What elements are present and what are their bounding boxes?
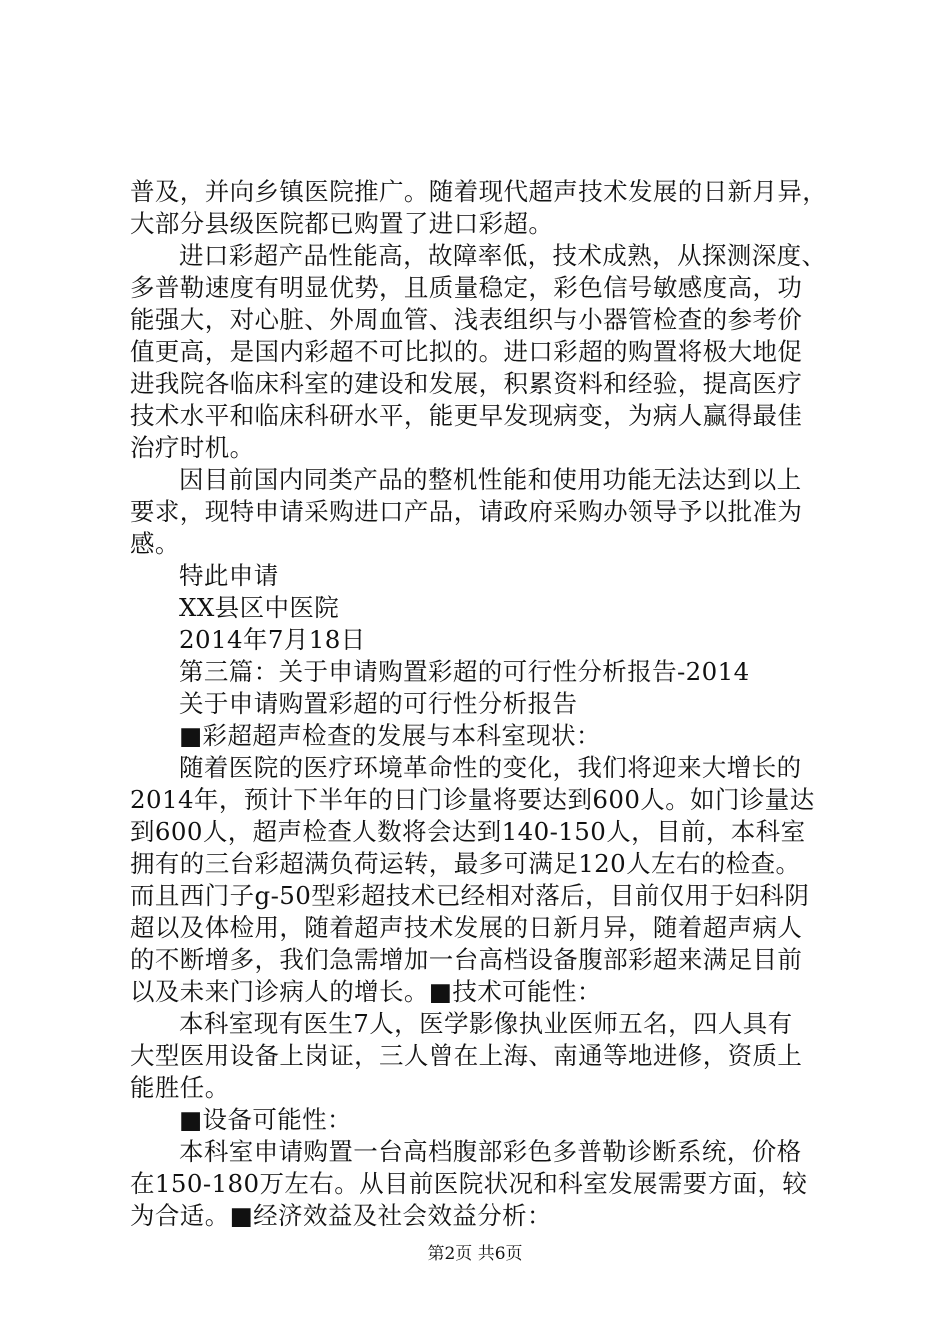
text-line: 要求，现特申请采购进口产品，请政府采购办领导予以批准为	[130, 497, 803, 526]
text-line: 特此申请	[179, 561, 279, 590]
text-line: 在150-180万左右。从目前医院状况和科室发展需要方面，较	[130, 1169, 808, 1198]
text-line: 进我院各临床科室的建设和发展，积累资料和经验，提高医疗	[130, 369, 803, 398]
text-line: 超以及体检用，随着超声技术发展的日新月异，随着超声病人	[130, 913, 803, 942]
text-line: 感。	[130, 529, 180, 558]
text-line: 2014年，预计下半年的日门诊量将要达到600人。如门诊量达	[130, 785, 815, 814]
text-line: 进口彩超产品性能高，故障率低，技术成熟，从探测深度、	[179, 241, 827, 270]
text-line: 多普勒速度有明显优势，且质量稳定，彩色信号敏感度高，功	[130, 273, 803, 302]
text-line: 本科室现有医生7人，医学影像执业医师五名，四人具有	[179, 1009, 793, 1038]
text-line: 因目前国内同类产品的整机性能和使用功能无法达到以上	[179, 465, 802, 494]
document-body	[130, 176, 830, 1232]
text-line: 到600人，超声检查人数将会达到140-150人，目前，本科室	[130, 817, 806, 846]
text-line: 大型医用设备上岗证，三人曾在上海、南通等地进修，资质上	[130, 1041, 803, 1070]
text-line: 随着医院的医疗环境革命性的变化，我们将迎来大增长的	[179, 753, 802, 782]
text-line: 值更高，是国内彩超不可比拟的。进口彩超的购置将极大地促	[130, 337, 803, 366]
text-line: 而且西门子g-50型彩超技术已经相对落后，目前仅用于妇科阴	[130, 881, 810, 910]
text-line: XX县区中医院	[179, 593, 340, 622]
document-lines	[130, 176, 830, 1232]
text-line: 以及未来门诊病人的增长。■技术可能性：	[130, 977, 602, 1006]
text-line: 为合适。■经济效益及社会效益分析：	[130, 1201, 552, 1230]
text-line: 能强大，对心脏、外周血管、浅表组织与小器管检查的参考价	[130, 305, 803, 334]
text-line: 治疗时机。	[130, 433, 255, 462]
text-line: 的不断增多，我们急需增加一台高档设备腹部彩超来满足目前	[130, 945, 803, 974]
page-footer: 第2页 共6页	[427, 1244, 523, 1264]
text-line: 拥有的三台彩超满负荷运转，最多可满足120人左右的检查。	[130, 849, 801, 878]
text-line: 技术水平和临床科研水平，能更早发现病变，为病人赢得最佳	[130, 401, 803, 430]
text-line: ■彩超超声检查的发展与本科室现状：	[179, 721, 601, 750]
text-line: 普及，并向乡镇医院推广。随着现代超声技术发展的日新月异，	[130, 177, 828, 206]
text-line: 2014年7月18日	[179, 625, 366, 654]
text-line: 能胜任。	[130, 1073, 230, 1102]
text-line: ■设备可能性：	[179, 1105, 352, 1134]
text-line: 第三篇：关于申请购置彩超的可行性分析报告-2014	[179, 657, 750, 686]
text-line: 本科室申请购置一台高档腹部彩色多普勒诊断系统，价格	[179, 1137, 802, 1166]
text-line: 关于申请购置彩超的可行性分析报告	[179, 689, 578, 718]
text-line: 大部分县级医院都已购置了进口彩超。	[130, 209, 554, 238]
